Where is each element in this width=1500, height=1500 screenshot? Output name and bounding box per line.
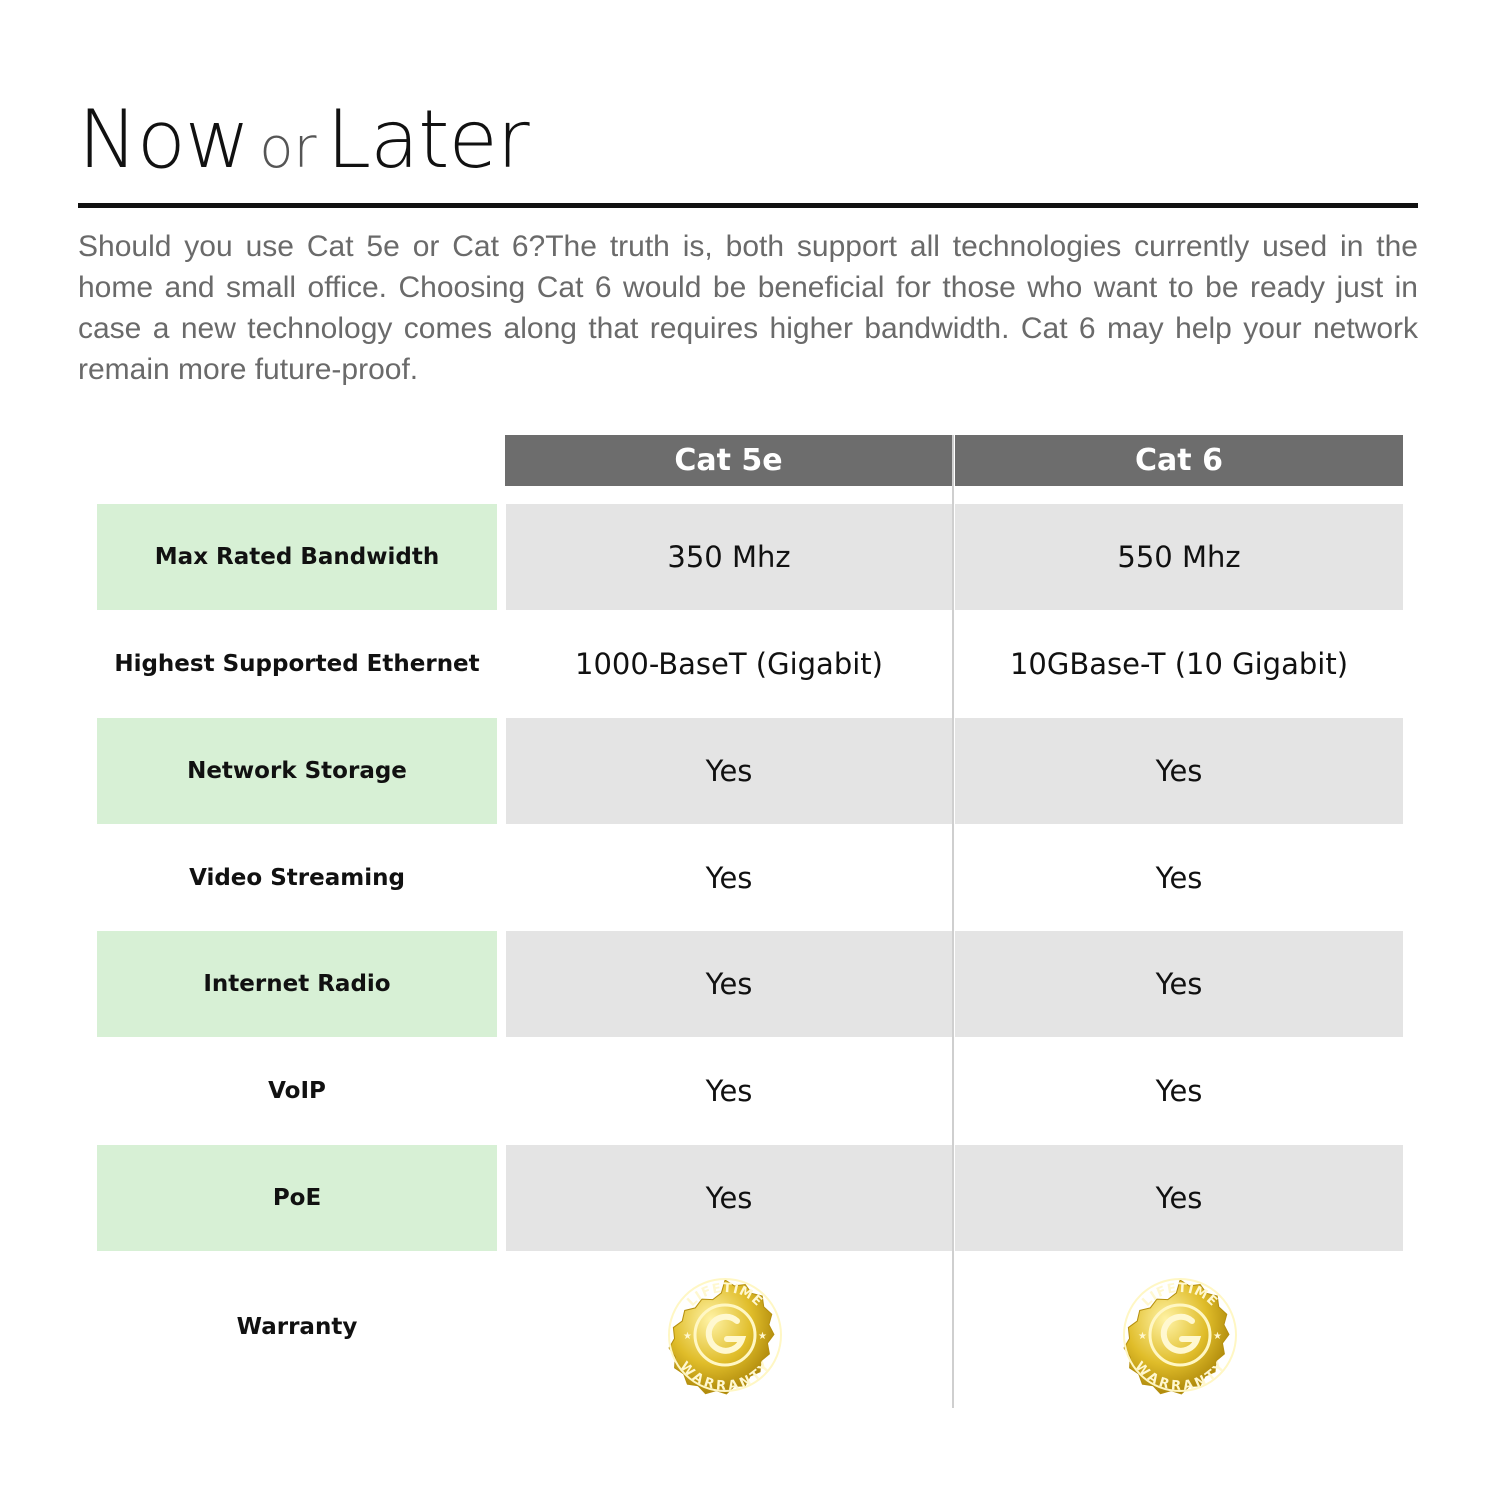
cat6-value: 550 Mhz xyxy=(955,504,1403,610)
cat6-value: Yes xyxy=(955,718,1403,824)
cat5e-value: Yes xyxy=(705,1074,753,1108)
table-row xyxy=(0,1038,1500,1144)
cat6-value: Yes xyxy=(955,1145,1403,1251)
star-icon: ★ xyxy=(1213,1331,1222,1342)
row-label: Internet Radio xyxy=(97,931,497,1037)
cat6-value: Yes xyxy=(1155,1074,1203,1108)
badge-bottom-text: WARRANTY xyxy=(676,1358,774,1395)
badge-bottom-text: WARRANTY xyxy=(1131,1358,1229,1395)
intro-paragraph: Should you use Cat 5e or Cat 6?The truth is, both support all technologies currently used in the home and small office. Choosing Cat 6 would be beneficial for those who want to be ready just in case a new technology comes along that requires higher bandwidth. Cat 6 may help your network remain more future-proof. xyxy=(78,230,1418,386)
table-row xyxy=(0,825,1500,931)
page-title xyxy=(78,93,529,200)
row-label: Max Rated Bandwidth xyxy=(97,504,497,610)
table-row xyxy=(0,504,1500,610)
star-icon: ★ xyxy=(1138,1331,1147,1342)
star-icon: ★ xyxy=(683,1331,692,1342)
row-label: Highest Supported Ethernet xyxy=(114,651,480,677)
lifetime-warranty-badge-cat5e xyxy=(655,1265,795,1405)
table-row xyxy=(0,611,1500,717)
badge-top-text: LIFETIME xyxy=(684,1280,766,1310)
cat6-value: Yes xyxy=(955,931,1403,1037)
title-now: Now xyxy=(78,93,250,186)
cat6-value: 10GBase-T (10 Gigabit) xyxy=(1009,647,1349,681)
star-icon: ★ xyxy=(758,1331,767,1342)
row-label: Warranty xyxy=(236,1314,358,1340)
table-row xyxy=(0,1145,1500,1251)
title-divider xyxy=(78,203,1418,208)
row-label: PoE xyxy=(97,1145,497,1251)
cat6-value: Yes xyxy=(1155,861,1203,895)
title-later: Later xyxy=(326,93,529,186)
lifetime-warranty-badge-cat6 xyxy=(1110,1265,1250,1405)
row-label: Video Streaming xyxy=(189,865,405,891)
row-label: VoIP xyxy=(268,1078,326,1104)
table-row xyxy=(0,718,1500,824)
column-header-cat5e: Cat 5e xyxy=(505,435,952,486)
cat5e-value: Yes xyxy=(705,861,753,895)
column-header-cat6: Cat 6 xyxy=(955,435,1403,486)
cat5e-value: Yes xyxy=(506,1145,952,1251)
cat5e-value: Yes xyxy=(506,718,952,824)
table-row xyxy=(0,931,1500,1037)
row-label: Network Storage xyxy=(97,718,497,824)
badge-top-text: LIFETIME xyxy=(1139,1280,1221,1310)
title-or: or xyxy=(259,116,317,181)
cat5e-value: Yes xyxy=(506,931,952,1037)
cat5e-value: 1000-BaseT (Gigabit) xyxy=(575,647,883,681)
cat5e-value: 350 Mhz xyxy=(506,504,952,610)
